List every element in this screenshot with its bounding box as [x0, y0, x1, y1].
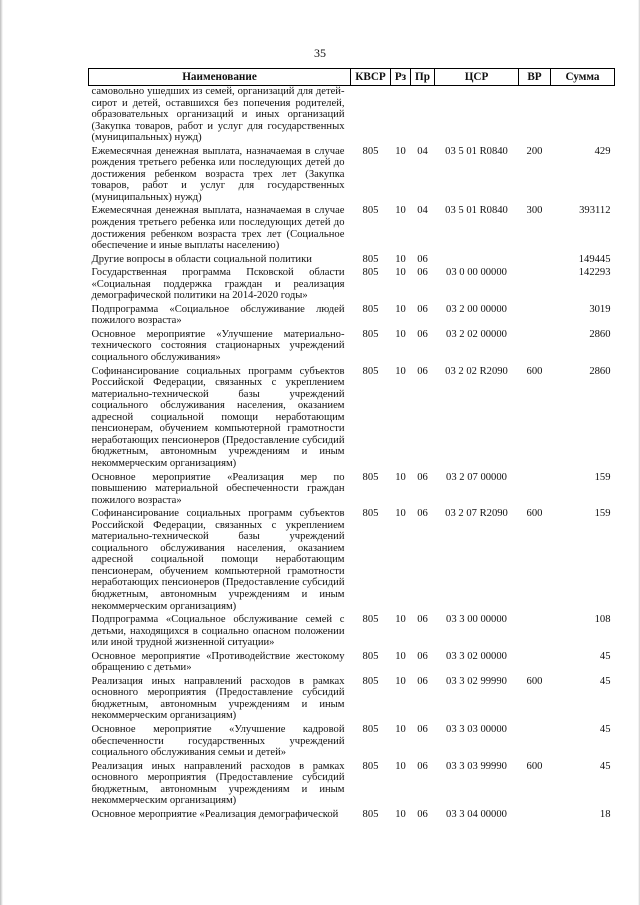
cell-pr: 06: [417, 614, 428, 626]
cell-pr: 04: [417, 205, 428, 217]
table-row: [89, 651, 615, 676]
table-row: [89, 508, 615, 614]
header-rz: Рз: [391, 69, 411, 86]
cell-rz: 10: [395, 614, 406, 626]
cell-rz: 10: [395, 508, 406, 520]
cell-vr: 600: [526, 675, 543, 687]
cell-csr: 03 3 03 99990: [446, 760, 507, 772]
cell-vr: [519, 472, 551, 509]
cell-vr: [519, 254, 551, 268]
table-row: [89, 676, 615, 724]
table-body: [89, 86, 615, 823]
cell-rz: 10: [395, 253, 406, 265]
cell-sum: 2860: [589, 328, 611, 340]
cell-name: Софинансирование социальных программ субъектов Российской Федерации, связанных с укреплением материально-технической базы учреждений социального обслуживания населения, оказанием адресной социальной помощи неработающим пенсионерам, обучением компьютерной грамотности неработающих пенсионеров (Предоставление субсидий бюджетным, автономным учреждениям и иным некоммерческим организациям): [91, 508, 345, 612]
cell-pr: 06: [417, 471, 428, 483]
cell-rz: 10: [395, 723, 406, 735]
cell-sum: [551, 86, 615, 146]
header-csr: ЦСР: [435, 69, 519, 86]
cell-pr: 06: [417, 365, 428, 377]
cell-kvsr: [351, 86, 391, 146]
table-row: [89, 366, 615, 472]
budget-table: [88, 68, 615, 822]
cell-vr: [519, 86, 551, 146]
cell-name: Основное мероприятие «Противодействие жестокому обращению с детьми»: [91, 650, 345, 674]
cell-rz: 10: [395, 650, 406, 662]
table-row: [89, 614, 615, 651]
cell-vr: [519, 267, 551, 304]
cell-sum: 2860: [589, 365, 611, 377]
cell-vr: 600: [526, 508, 543, 520]
cell-rz: 10: [395, 365, 406, 377]
cell-csr: [435, 86, 519, 146]
cell-rz: 10: [395, 808, 406, 820]
cell-pr: 06: [417, 650, 428, 662]
cell-name: Ежемесячная денежная выплата, назначаемая в случае рождения третьего ребенка или последующих детей до достижения ребенком возраста трех лет (Социальное обеспечение и иные выплаты населению): [91, 205, 345, 252]
table-row: [89, 761, 615, 809]
cell-pr: 06: [417, 508, 428, 520]
cell-kvsr: 805: [362, 253, 379, 265]
cell-rz: 10: [395, 267, 406, 279]
cell-name: Реализация иных направлений расходов в рамках основного мероприятия (Предоставление субсидий бюджетным, автономным учреждениям и иным некоммерческим организациям): [91, 675, 345, 722]
cell-sum: 393112: [579, 205, 611, 217]
table-row: [89, 329, 615, 366]
cell-vr: [519, 724, 551, 761]
cell-pr: 06: [417, 675, 428, 687]
table-header: [89, 69, 615, 86]
table-row: [89, 146, 615, 206]
cell-sum: 18: [599, 808, 611, 820]
cell-sum: 159: [594, 471, 611, 483]
cell-vr: [519, 329, 551, 366]
cell-vr: [519, 809, 551, 823]
cell-kvsr: 805: [362, 365, 379, 377]
cell-name: Подпрограмма «Социальное обслуживание семей с детьми, находящихся в социально опасном положении или иной трудной жизненной ситуации»: [91, 614, 345, 649]
cell-rz: 10: [395, 675, 406, 687]
cell-sum: 142293: [578, 267, 611, 279]
cell-vr: 300: [526, 205, 543, 217]
cell-name: Основное мероприятие «Реализация мер по повышению материальной обеспеченности граждан пожилого возраста»: [91, 471, 345, 506]
cell-vr: 600: [526, 365, 543, 377]
cell-sum: 45: [599, 760, 611, 772]
table-row: [89, 267, 615, 304]
table-row: [89, 304, 615, 329]
cell-csr: 03 5 01 R0840: [445, 145, 508, 157]
cell-pr: 06: [417, 328, 428, 340]
cell-kvsr: 805: [362, 723, 379, 735]
cell-rz: [391, 86, 411, 146]
cell-sum: 429: [594, 145, 611, 157]
cell-kvsr: 805: [362, 675, 379, 687]
cell-sum: 149445: [578, 253, 611, 265]
cell-sum: 45: [599, 675, 611, 687]
table-row: [89, 809, 615, 823]
cell-rz: 10: [395, 205, 406, 217]
cell-csr: 03 3 00 00000: [446, 614, 507, 626]
cell-kvsr: 805: [362, 760, 379, 772]
header-kvsr: КВСР: [351, 69, 391, 86]
cell-name: Основное мероприятие «Реализация демографической: [91, 808, 339, 820]
cell-kvsr: 805: [362, 471, 379, 483]
scan-edge-left: [0, 0, 3, 905]
cell-pr: 06: [417, 253, 428, 265]
cell-sum: 3019: [589, 303, 611, 315]
cell-csr: 03 5 01 R0840: [445, 205, 508, 217]
cell-csr: 03 3 03 00000: [446, 723, 507, 735]
table-row: [89, 86, 615, 146]
cell-rz: 10: [395, 760, 406, 772]
cell-sum: 45: [599, 723, 611, 735]
header-pr: Пр: [411, 69, 435, 86]
cell-csr: 03 2 02 R2090: [445, 365, 508, 377]
cell-rz: 10: [395, 328, 406, 340]
cell-kvsr: 805: [362, 303, 379, 315]
table-row: [89, 724, 615, 761]
cell-csr: 03 3 02 99990: [446, 675, 507, 687]
cell-kvsr: 805: [362, 267, 379, 279]
cell-csr: [435, 254, 519, 268]
cell-csr: 03 2 07 R2090: [445, 508, 508, 520]
cell-name: Подпрограмма «Социальное обслуживание людей пожилого возраста»: [91, 303, 345, 327]
cell-kvsr: 805: [362, 328, 379, 340]
cell-vr: [519, 651, 551, 676]
cell-name: Основное мероприятие «Улучшение материально-технического состояния стационарных учреждений социального обслуживания»: [91, 328, 345, 364]
page-number: 35: [314, 46, 326, 60]
table-row: [89, 205, 615, 253]
cell-rz: 10: [395, 471, 406, 483]
cell-csr: 03 2 00 00000: [446, 303, 507, 315]
cell-vr: 600: [526, 760, 543, 772]
cell-csr: 03 3 02 00000: [446, 650, 507, 662]
cell-csr: 03 0 00 00000: [446, 267, 507, 279]
cell-sum: 45: [599, 650, 611, 662]
cell-name: Ежемесячная денежная выплата, назначаемая в случае рождения третьего ребенка или последующих детей до достижения ребенком возраста трех лет (Закупка товаров, работ и услуг для государственных (муниципальных) нужд): [91, 145, 345, 203]
cell-name: Реализация иных направлений расходов в рамках основного мероприятия (Предоставление субсидий бюджетным, автономным учреждениям и иным некоммерческим организациям): [91, 760, 345, 807]
cell-csr: 03 3 04 00000: [446, 808, 507, 820]
cell-name: самовольно ушедших из семей, организаций для детей-сирот и детей, оставшихся без попечения родителей, образовательных организаций и иных организаций (Закупка товаров, работ и услуг для государственных (муниципальных) нужд): [91, 86, 345, 144]
header-sum: Сумма: [551, 69, 615, 86]
cell-sum: 108: [594, 614, 611, 626]
cell-csr: 03 2 07 00000: [446, 471, 507, 483]
cell-pr: 06: [417, 808, 428, 820]
cell-kvsr: 805: [362, 650, 379, 662]
cell-name: Государственная программа Псковской области «Социальная поддержка граждан и реализация демографической политики на 2014-2020 годы»: [91, 267, 345, 302]
cell-pr: 06: [417, 723, 428, 735]
cell-sum: 159: [594, 508, 611, 520]
header-name: Наименование: [89, 69, 351, 86]
cell-vr: [519, 304, 551, 329]
cell-pr: 06: [417, 267, 428, 279]
table-row: [89, 254, 615, 268]
cell-kvsr: 805: [362, 614, 379, 626]
cell-rz: 10: [395, 145, 406, 157]
cell-pr: 06: [417, 303, 428, 315]
cell-kvsr: 805: [362, 508, 379, 520]
cell-kvsr: 805: [362, 205, 379, 217]
table-row: [89, 472, 615, 509]
cell-pr: [411, 86, 435, 146]
cell-pr: 04: [417, 145, 428, 157]
cell-kvsr: 805: [362, 145, 379, 157]
cell-kvsr: 805: [362, 808, 379, 820]
cell-csr: 03 2 02 00000: [446, 328, 507, 340]
cell-pr: 06: [417, 760, 428, 772]
cell-vr: [519, 614, 551, 651]
cell-rz: 10: [395, 303, 406, 315]
cell-name: Основное мероприятие «Улучшение кадровой обеспеченности государственных учреждений социального обслуживания семьи и детей»: [91, 723, 345, 759]
cell-name: Другие вопросы в области социальной политики: [91, 253, 312, 265]
header-vr: ВР: [519, 69, 551, 86]
cell-vr: 200: [526, 145, 543, 157]
cell-name: Софинансирование социальных программ субъектов Российской Федерации, связанных с укреплением материально-технической базы учреждений социального обслуживания населения, оказанием адресной социальной помощи неработающим пенсионерам, обучением компьютерной грамотности неработающих пенсионеров (Предоставление субсидий бюджетным, автономным учреждениям и иным некоммерческим организациям): [91, 365, 345, 469]
